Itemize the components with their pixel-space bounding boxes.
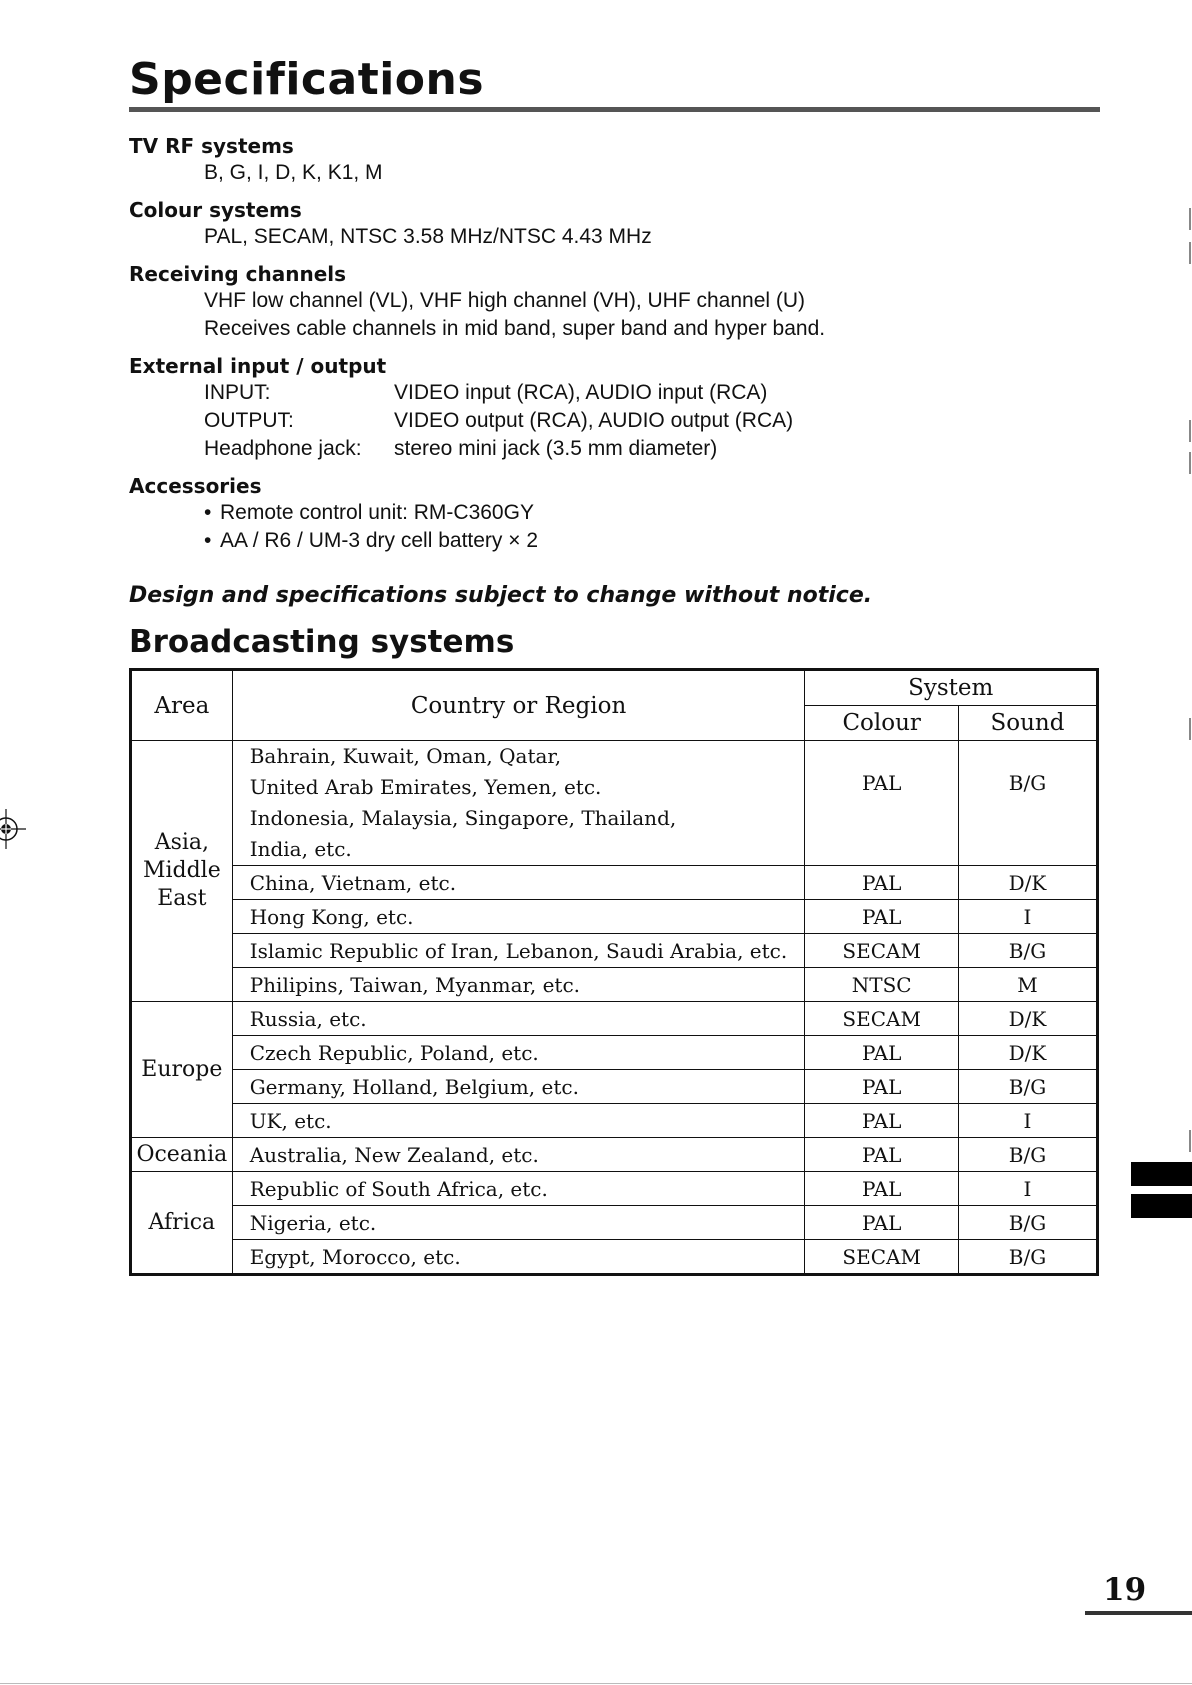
spec-value: PAL, SECAM, NTSC 3.58 MHz/NTSC 4.43 MHz — [204, 225, 652, 248]
area-line: East — [157, 886, 207, 911]
sound-cell: M — [959, 968, 1098, 1002]
colour-cell: SECAM — [805, 1002, 959, 1036]
table-row — [131, 900, 1098, 934]
table-header-row — [131, 670, 1098, 706]
colour-cell: PAL — [805, 1104, 959, 1138]
section-title: Broadcasting systems — [129, 624, 515, 660]
edge-tick — [1189, 452, 1191, 474]
spec-heading: Accessories — [129, 474, 262, 498]
country-line: United Arab Emirates, Yemen, etc. — [249, 775, 602, 799]
table-row — [131, 741, 1098, 866]
spec-receiving-channels — [129, 261, 1069, 343]
page-number: 19 — [1103, 1572, 1147, 1608]
country-cell: Russia, etc. — [232, 1002, 805, 1036]
header-sound: Sound — [959, 706, 1098, 741]
colour-cell: PAL — [805, 1070, 959, 1104]
accessory-text: Remote control unit: RM-C360GY — [220, 501, 534, 524]
spec-heading: Receiving channels — [129, 262, 347, 286]
bullet: • — [204, 501, 212, 524]
country-line: Bahrain, Kuwait, Oman, Qatar, — [249, 744, 562, 768]
country-cell: Islamic Republic of Iran, Lebanon, Saudi Arabia, etc. — [232, 934, 805, 968]
edge-tick — [1189, 718, 1191, 740]
area-asia-middle-east — [131, 741, 233, 1002]
io-row-input — [129, 379, 1069, 407]
area-europe: Europe — [131, 1002, 233, 1138]
list-item — [129, 499, 1069, 527]
spec-value: VHF low channel (VL), VHF high channel (VH), UHF channel (U) — [204, 289, 806, 312]
sound-cell: D/K — [959, 866, 1098, 900]
spec-heading: External input / output — [129, 354, 387, 378]
country-cell: Germany, Holland, Belgium, etc. — [232, 1070, 805, 1104]
page-title: Specifications — [129, 54, 485, 105]
bullet: • — [204, 529, 212, 552]
edge-tick — [1189, 242, 1191, 264]
table-row — [131, 1206, 1098, 1240]
edge-tick — [1189, 1130, 1191, 1152]
header-area: Area — [131, 670, 233, 741]
table-row — [131, 866, 1098, 900]
sound-cell: B/G — [959, 1206, 1098, 1240]
broadcasting-table — [129, 668, 1099, 1276]
colour-cell: PAL — [805, 1138, 959, 1172]
edge-tick — [1189, 208, 1191, 230]
spec-heading: TV RF systems — [129, 134, 294, 158]
title-underline — [129, 107, 1100, 112]
spec-external-io — [129, 353, 1069, 463]
spec-accessories — [129, 473, 1069, 555]
country-cell: Nigeria, etc. — [232, 1206, 805, 1240]
country-cell — [232, 741, 805, 866]
table-row — [131, 934, 1098, 968]
table-row — [131, 968, 1098, 1002]
table-row — [131, 1138, 1098, 1172]
thumb-index-tab — [1131, 1162, 1192, 1186]
edge-tick — [1189, 420, 1191, 442]
country-cell: China, Vietnam, etc. — [232, 866, 805, 900]
colour-cell: PAL — [805, 741, 959, 866]
table-row — [131, 1104, 1098, 1138]
spec-tv-rf — [129, 133, 1069, 187]
spec-value: Receives cable channels in mid band, super band and hyper band. — [204, 317, 826, 340]
area-line: Asia, — [154, 830, 210, 855]
io-label: OUTPUT: — [204, 409, 294, 432]
spec-value: B, G, I, D, K, K1, M — [204, 161, 383, 184]
sound-cell: B/G — [959, 1240, 1098, 1275]
country-line: Indonesia, Malaysia, Singapore, Thailand, — [249, 806, 677, 830]
colour-cell: PAL — [805, 1036, 959, 1070]
header-country: Country or Region — [232, 670, 805, 741]
colour-cell: SECAM — [805, 934, 959, 968]
sound-cell: B/G — [959, 1070, 1098, 1104]
area-africa: Africa — [131, 1172, 233, 1275]
colour-cell: SECAM — [805, 1240, 959, 1275]
header-colour: Colour — [805, 706, 959, 741]
country-cell: Egypt, Morocco, etc. — [232, 1240, 805, 1275]
io-label: INPUT: — [204, 381, 271, 404]
header-system: System — [805, 670, 1098, 706]
table-row — [131, 1002, 1098, 1036]
io-value: VIDEO input (RCA), AUDIO input (RCA) — [394, 381, 768, 404]
sound-cell: I — [959, 1172, 1098, 1206]
io-row-output — [129, 407, 1069, 435]
list-item — [129, 527, 1069, 555]
sound-cell: B/G — [959, 1138, 1098, 1172]
spec-colour-systems — [129, 197, 1069, 251]
accessory-text: AA / R6 / UM-3 dry cell battery × 2 — [220, 529, 539, 552]
change-notice: Design and specifications subject to change without notice. — [129, 583, 873, 608]
sound-cell: D/K — [959, 1002, 1098, 1036]
country-cell: Philipins, Taiwan, Myanmar, etc. — [232, 968, 805, 1002]
page-bottom-edge — [0, 1683, 1192, 1684]
spec-heading: Colour systems — [129, 198, 302, 222]
io-value: VIDEO output (RCA), AUDIO output (RCA) — [394, 409, 794, 432]
sound-cell: I — [959, 900, 1098, 934]
table-row — [131, 1036, 1098, 1070]
page-number-rule — [1085, 1611, 1192, 1615]
colour-cell: NTSC — [805, 968, 959, 1002]
table-row — [131, 1240, 1098, 1275]
country-line: India, etc. — [249, 837, 352, 861]
area-line: Middle — [142, 858, 221, 883]
sound-cell: I — [959, 1104, 1098, 1138]
table-row — [131, 1070, 1098, 1104]
sound-cell: B/G — [959, 741, 1098, 866]
colour-cell: PAL — [805, 866, 959, 900]
registration-mark-icon — [0, 809, 26, 849]
colour-cell: PAL — [805, 900, 959, 934]
country-cell: Australia, New Zealand, etc. — [232, 1138, 805, 1172]
sound-cell: D/K — [959, 1036, 1098, 1070]
country-cell: UK, etc. — [232, 1104, 805, 1138]
colour-cell: PAL — [805, 1206, 959, 1240]
io-label: Headphone jack: — [204, 437, 362, 460]
country-cell: Republic of South Africa, etc. — [232, 1172, 805, 1206]
thumb-index-tab — [1131, 1194, 1192, 1218]
sound-cell: B/G — [959, 934, 1098, 968]
colour-cell: PAL — [805, 1172, 959, 1206]
country-cell: Czech Republic, Poland, etc. — [232, 1036, 805, 1070]
io-row-headphone — [129, 435, 1069, 463]
area-oceania: Oceania — [131, 1138, 233, 1172]
io-value: stereo mini jack (3.5 mm diameter) — [394, 437, 718, 460]
country-cell: Hong Kong, etc. — [232, 900, 805, 934]
table-row — [131, 1172, 1098, 1206]
